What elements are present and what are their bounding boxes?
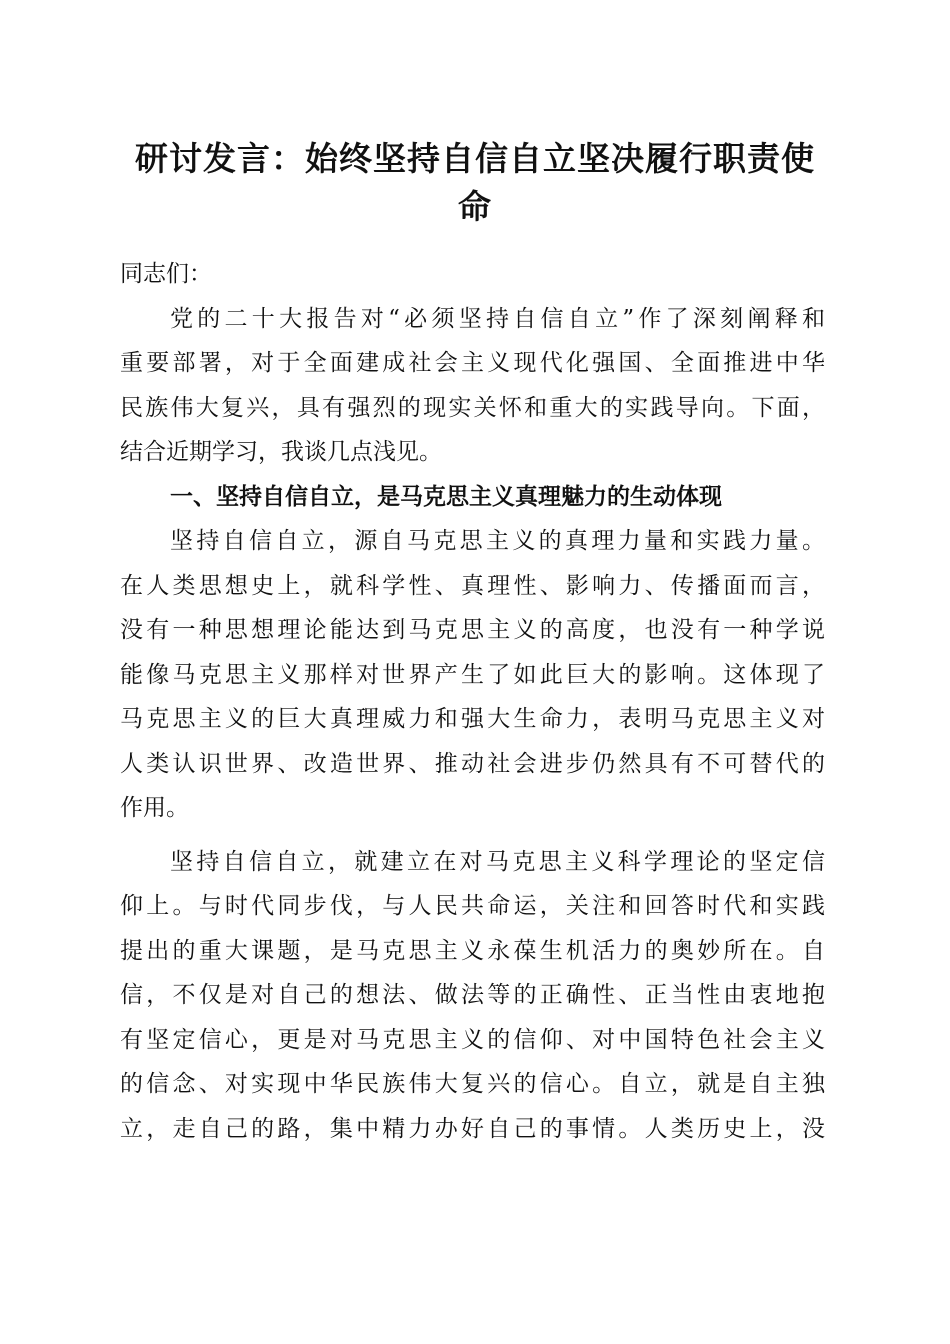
paragraph-2 (120, 519, 825, 831)
paragraph-spacer (120, 831, 825, 840)
paragraph-line: 作用。 (120, 795, 189, 821)
paragraph-line: 结合近期学习，我谈几点浅见。 (120, 439, 442, 465)
paragraph-line: 坚持自信自立，源自马克思主义的真理力量和实践力量。 (170, 528, 825, 554)
paragraph-line: 民族伟大复兴，具有强烈的现实关怀和重大的实践导向。下面， (120, 394, 825, 421)
paragraph-3 (120, 840, 825, 1152)
paragraph-line: 立，走自己的路，集中精力办好自己的事情。人类历史上，没 (120, 1115, 825, 1142)
title-line-2: 命 (458, 187, 492, 226)
paragraph-line: 有坚定信心，更是对马克思主义的信仰、对中国特色社会主义 (120, 1026, 825, 1053)
title-line-1: 研讨发言：始终坚持自信自立坚决履行职责使 (135, 139, 815, 178)
document-title (110, 135, 840, 231)
paragraph-line: 马克思主义的巨大真理威力和强大生命力，表明马克思主义对 (120, 706, 825, 732)
paragraph-line: 提出的重大课题，是马克思主义永葆生机活力的奥妙所在。自 (120, 937, 825, 964)
paragraph-line: 重要部署，对于全面建成社会主义现代化强国、全面推进中华 (120, 350, 825, 376)
paragraph-line: 党的二十大报告对“必须坚持自信自立”作了深刻阐释和 (170, 305, 825, 332)
paragraph-1 (120, 297, 825, 475)
paragraph-line: 人类认识世界、改造世界、推动社会进步仍然具有不可替代的 (120, 750, 825, 777)
section-heading-1: 一、坚持自信自立，是马克思主义真理魅力的生动体现 (170, 483, 722, 510)
paragraph-line: 坚持自信自立，就建立在对马克思主义科学理论的坚定信 (170, 848, 825, 875)
document-body (120, 252, 825, 1151)
paragraph-line: 仰上。与时代同步伐，与人民共命运，关注和回答时代和实践 (120, 893, 825, 919)
paragraph-line: 信，不仅是对自己的想法、做法等的正确性、正当性由衷地抱 (120, 982, 825, 1008)
paragraph-line: 能像马克思主义那样对世界产生了如此巨大的影响。这体现了 (120, 661, 825, 688)
paragraph-line: 没有一种思想理论能达到马克思主义的高度，也没有一种学说 (120, 617, 825, 643)
paragraph-line: 在人类思想史上，就科学性、真理性、影响力、传播面而言， (120, 572, 825, 599)
paragraph-line: 的信念、对实现中华民族伟大复兴的信心。自立，就是自主独 (120, 1071, 825, 1097)
salutation: 同志们： (120, 261, 212, 287)
